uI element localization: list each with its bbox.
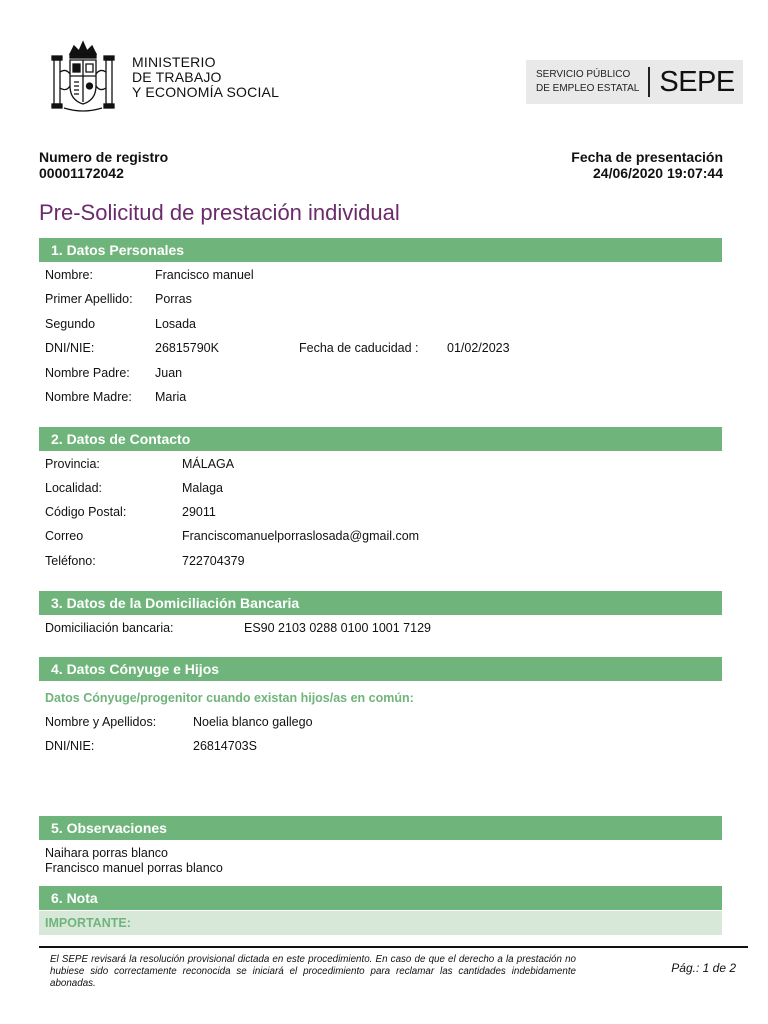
ministry-logo [44, 38, 279, 116]
section-heading-bancaria: 3. Datos de la Domiciliación Bancaria [39, 591, 722, 615]
conyuge-nombre-value: Noelia blanco gallego [193, 715, 313, 729]
footer-divider [39, 946, 748, 948]
conyuge-dni-value: 26814703S [193, 739, 257, 753]
telefono-label: Teléfono: [45, 554, 96, 568]
ministry-line: DE TRABAJO [132, 68, 222, 85]
conyuge-dni-label: DNI/NIE: [45, 739, 95, 753]
section-heading-observaciones: 5. Observaciones [39, 816, 722, 840]
ministry-name [132, 55, 279, 100]
section-heading-personales: 1. Datos Personales [39, 238, 722, 262]
sepe-wordmark: SEPE [659, 65, 735, 98]
apellido2-label: Segundo [45, 317, 96, 331]
ministry-line: Y ECONOMÍA SOCIAL [132, 83, 280, 100]
fecha-label: Fecha de presentación [571, 149, 723, 165]
section-heading-nota: 6. Nota [39, 886, 722, 910]
padre-label: Nombre Padre: [45, 366, 130, 380]
page-title: Pre-Solicitud de prestación individual [39, 200, 400, 225]
conyuge-note: Datos Cónyuge/progenitor cuando existan hijos/as en común: [45, 691, 414, 705]
conyuge-nombre-label: Nombre y Apellidos: [45, 715, 157, 729]
fecha-value: 24/06/2020 19:07:44 [593, 165, 723, 181]
madre-value: Maria [155, 390, 187, 404]
apellido1-label: Primer Apellido: [45, 292, 133, 306]
caducidad-value: 01/02/2023 [447, 341, 510, 355]
nombre-value: Francisco manuel [155, 268, 254, 282]
footer-disclaimer: El SEPE revisará la resolución provisional dictada en este procedimiento. En caso de que el derecho a la prestación no hubiese sido correctamente reconocida se iniciará el procedimiento para reclamar las cantidades indebidamente abonadas. [50, 954, 576, 989]
padre-value: Juan [155, 366, 183, 380]
provincia-label: Provincia: [45, 457, 100, 471]
registro-label: Numero de registro [39, 149, 169, 165]
sepe-subtitle-line: DE EMPLEO ESTATAL [536, 83, 640, 94]
cp-value: 29011 [182, 505, 216, 519]
bancaria-value: ES90 2103 0288 0100 1001 7129 [244, 621, 431, 635]
observacion-line: Francisco manuel porras blanco [45, 861, 223, 875]
dni-label: DNI/NIE: [45, 341, 95, 355]
localidad-value: Malaga [182, 481, 223, 495]
sepe-subtitle [536, 68, 639, 96]
apellido1-value: Porras [155, 292, 192, 306]
spanish-royal-crest-icon [44, 38, 122, 116]
apellido2-value: Losada [155, 317, 197, 331]
section-heading-contacto: 2. Datos de Contacto [39, 427, 722, 451]
sepe-subtitle-line: SERVICIO PÚBLICO [536, 69, 631, 80]
fecha-block [571, 149, 723, 181]
sepe-divider [648, 67, 650, 97]
correo-label: Correo [45, 529, 84, 543]
ministry-line: MINISTERIO [132, 53, 216, 70]
madre-label: Nombre Madre: [45, 390, 132, 404]
sepe-logo [526, 60, 743, 104]
important-banner: IMPORTANTE: [39, 911, 722, 935]
correo-value: Franciscomanuelporraslosada@gmail.com [182, 529, 420, 543]
nombre-label: Nombre: [45, 268, 93, 282]
registro-value: 00001172042 [39, 165, 124, 181]
registro-block [39, 149, 168, 181]
page-number: Pág.: 1 de 2 [671, 961, 736, 975]
bancaria-label: Domiciliación bancaria: [45, 621, 174, 635]
dni-value: 26815790K [155, 341, 219, 355]
telefono-value: 722704379 [182, 554, 245, 568]
section-heading-conyuge: 4. Datos Cónyuge e Hijos [39, 657, 722, 681]
observacion-line: Naihara porras blanco [45, 846, 168, 860]
localidad-label: Localidad: [45, 481, 102, 495]
caducidad-label: Fecha de caducidad : [299, 341, 419, 355]
provincia-value: MÁLAGA [182, 457, 235, 471]
cp-label: Código Postal: [45, 505, 127, 519]
